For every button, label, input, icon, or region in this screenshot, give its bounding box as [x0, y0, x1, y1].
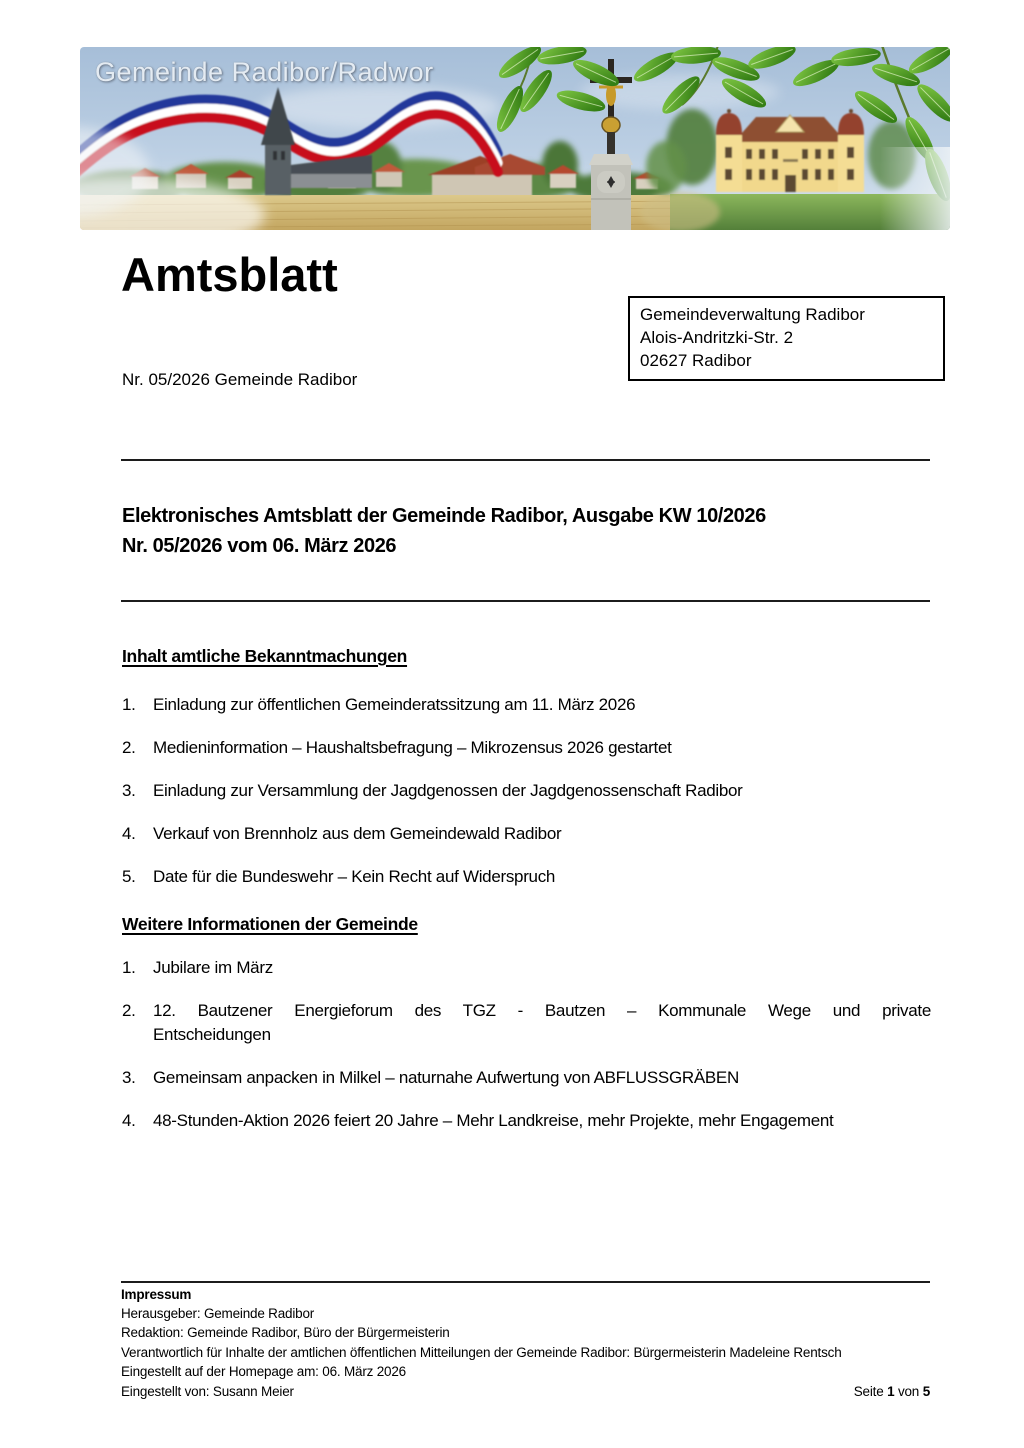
toc-further-list — [122, 956, 931, 1152]
item-text-line1: Jubilare im März — [153, 958, 273, 977]
issue-line: Nr. 05/2026 Gemeinde Radibor — [122, 370, 358, 389]
footer-divider — [121, 1281, 930, 1283]
section-heading-official: Inhalt amtliche Bekanntmachungen — [122, 646, 408, 666]
footer-last-row — [121, 1382, 930, 1401]
footer-line: Eingestellt auf der Homepage am: 06. März 2026 — [121, 1364, 406, 1380]
item-number: 1. — [122, 958, 136, 977]
item-number: 1. — [122, 695, 136, 714]
toc-item — [122, 1066, 931, 1090]
item-number: 4. — [122, 1111, 136, 1130]
item-text: Medieninformation – Haushaltsbefragung – Mikrozensus 2026 gestartet — [153, 738, 672, 757]
address-line: Gemeindeverwaltung Radibor — [640, 305, 865, 324]
footer-line: Herausgeber: Gemeinde Radibor — [121, 1306, 315, 1321]
toc-item — [122, 1109, 931, 1133]
footer-line: Redaktion: Gemeinde Radibor, Büro der Bürgermeisterin — [121, 1325, 450, 1341]
item-text: Date für die Bundeswehr – Kein Recht auf Widerspruch — [153, 867, 556, 886]
page-indicator — [854, 1382, 930, 1401]
castle-icon — [716, 109, 864, 192]
page-indicator-total: 5 — [922, 1383, 930, 1399]
item-text: Einladung zur öffentlichen Gemeinderatssitzung am 11. März 2026 — [153, 695, 636, 714]
footer-line: Verantwortlich für Inhalte der amtlichen öffentlichen Mitteilungen der Gemeinde Radibor: Bürgermeisterin Madeleine Rentsch — [121, 1344, 842, 1360]
toc-item — [122, 822, 931, 846]
page-indicator-current: 1 — [887, 1383, 895, 1399]
divider-bottom — [121, 600, 930, 602]
page-indicator-prefix: Seite — [853, 1383, 884, 1399]
item-text-line1: 48-Stunden-Aktion 2026 feiert 20 Jahre – Mehr Landkreise, mehr Projekte, mehr Engagement — [153, 1111, 834, 1130]
item-text-line1: 12. Bautzener Energieforum des TGZ - Bautzen – Kommunale Wege und private — [153, 1001, 931, 1020]
item-text — [153, 956, 931, 980]
page-title: Amtsblatt — [121, 248, 338, 301]
section-heading-further: Weitere Informationen der Gemeinde — [122, 914, 418, 934]
item-text — [153, 1066, 931, 1090]
address-line: Alois-Andritzki-Str. 2 — [640, 328, 794, 347]
edition-heading-line2: Nr. 05/2026 vom 06. März 2026 — [122, 535, 397, 557]
item-text — [153, 1109, 931, 1133]
edition-heading-line1: Elektronisches Amtsblatt der Gemeinde Radibor, Ausgabe KW 10/2026 — [122, 505, 766, 527]
footer — [121, 1281, 930, 1401]
impressum-heading: Impressum — [121, 1287, 192, 1302]
item-number: 4. — [122, 824, 136, 843]
footer-line: Eingestellt von: Susann Meier — [121, 1383, 294, 1399]
toc-item — [122, 693, 931, 717]
toc-item — [122, 999, 931, 1047]
toc-item — [122, 956, 931, 980]
item-number: 3. — [122, 781, 136, 800]
toc-item — [122, 779, 931, 803]
item-text: Verkauf von Brennholz aus dem Gemeindewald Radibor — [153, 824, 562, 843]
item-text-line2: Entscheidungen — [153, 1025, 271, 1044]
item-number: 3. — [122, 1068, 136, 1087]
toc-item — [122, 736, 931, 760]
header-banner — [80, 47, 950, 230]
item-number: 5. — [122, 867, 136, 886]
page-indicator-separator: von — [897, 1383, 920, 1399]
item-text: Einladung zur Versammlung der Jagdgenossen der Jagdgenossenschaft Radibor — [153, 781, 743, 800]
banner-title: Gemeinde Radibor/Radwor — [95, 57, 434, 87]
address-box — [628, 296, 945, 381]
item-text — [153, 999, 931, 1047]
item-number: 2. — [122, 1001, 136, 1020]
item-number: 2. — [122, 738, 136, 757]
item-text-line1: Gemeinsam anpacken in Milkel – naturnahe Aufwertung von ABFLUSSGRÄBEN — [153, 1068, 739, 1087]
edition-heading — [122, 501, 931, 561]
toc-item — [122, 865, 931, 889]
address-line: 02627 Radibor — [640, 351, 752, 370]
toc-official-list — [122, 693, 931, 908]
divider-top — [121, 459, 930, 461]
